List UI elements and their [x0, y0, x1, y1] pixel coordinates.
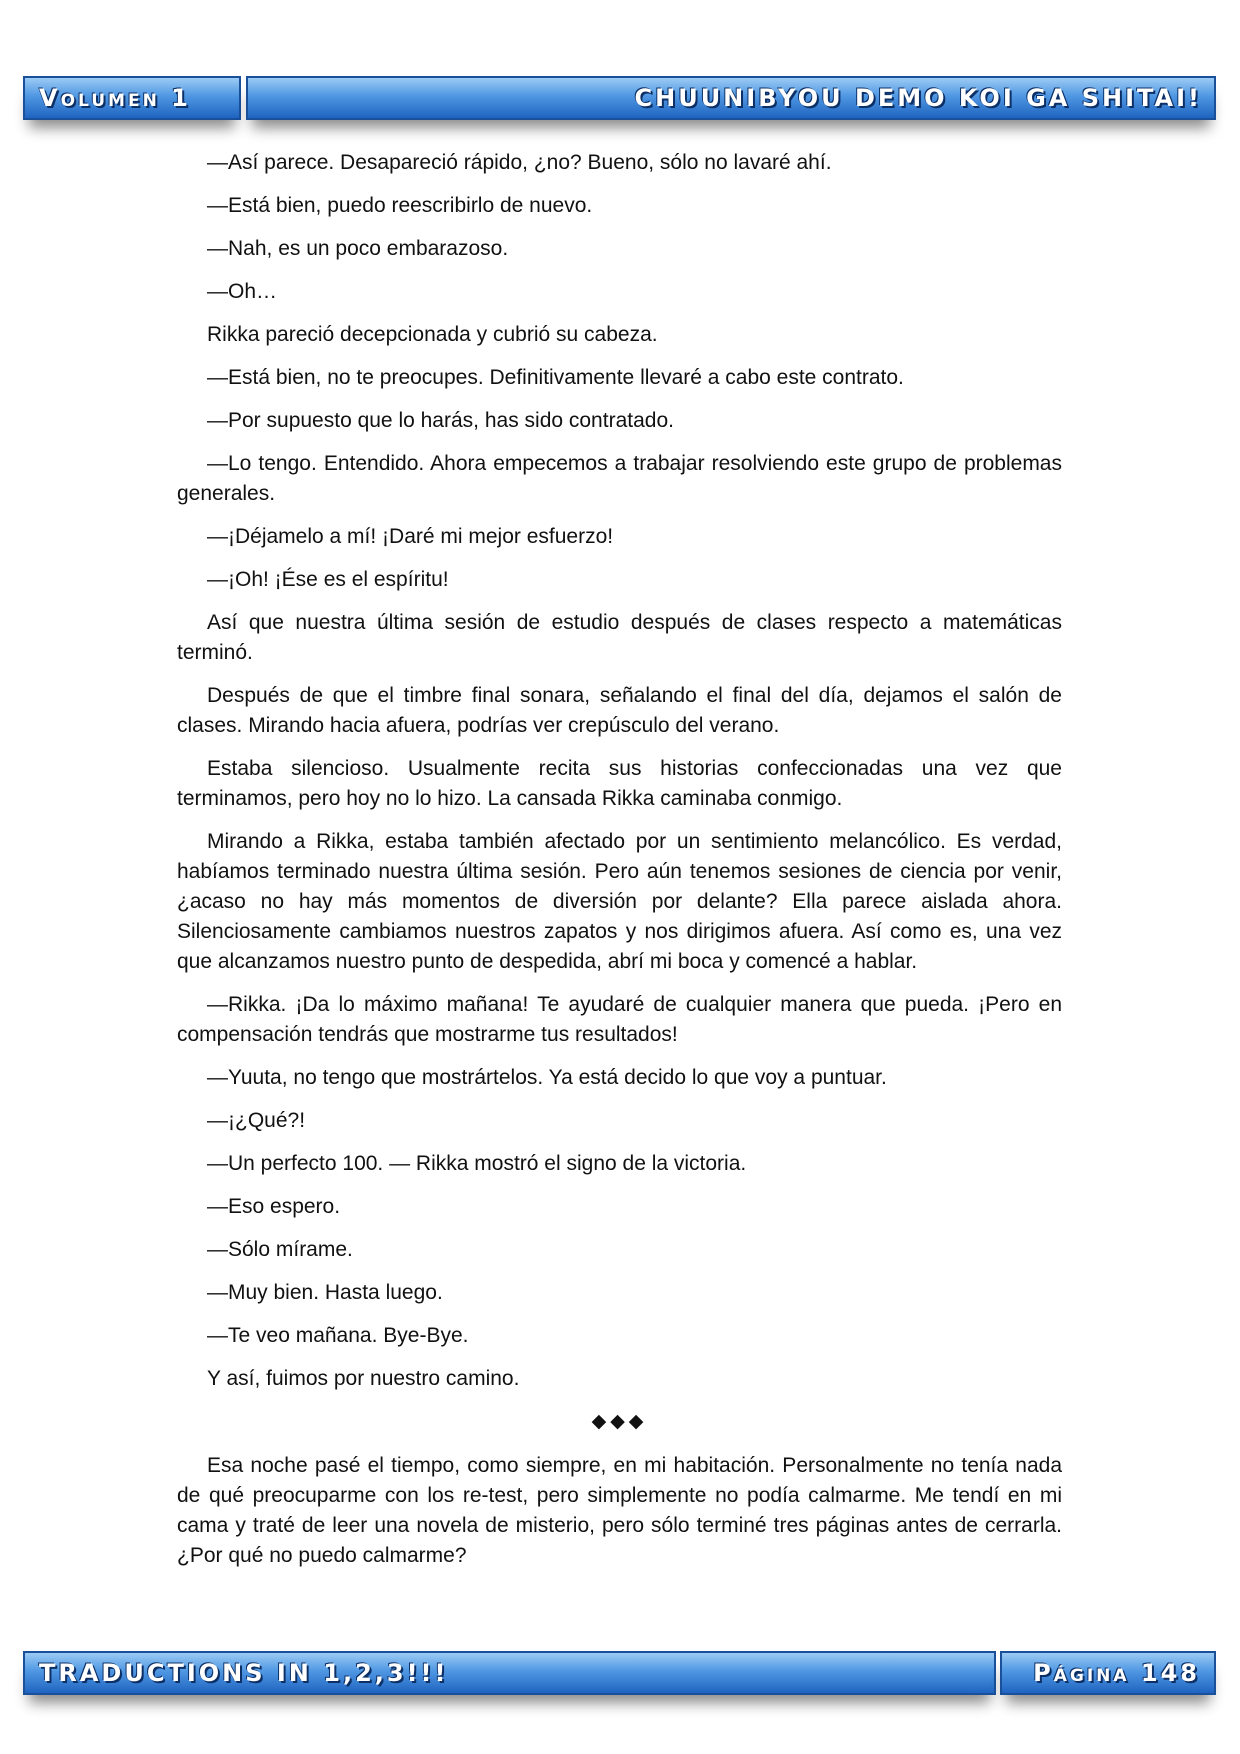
paragraph: —Yuuta, no tengo que mostrártelos. Ya está decido lo que voy a puntuar. [207, 1066, 887, 1089]
paragraph: Rikka pareció decepcionada y cubrió su cabeza. [207, 323, 658, 346]
paragraph: Estaba silencioso. Usualmente recita sus historias confeccionadas una vez que terminamos, pero hoy no lo hizo. La cansada Rikka caminaba conmigo. [177, 757, 1062, 810]
page-number: Página 148 [1033, 1659, 1200, 1687]
paragraphs-after-separator [177, 1451, 1062, 1571]
scene-separator: ◆◆◆ [591, 1411, 648, 1432]
paragraph: —Lo tengo. Entendido. Ahora empecemos a trabajar resolviendo este grupo de problemas generales. [177, 452, 1062, 505]
paragraph: Así que nuestra última sesión de estudio después de clases respecto a matemáticas terminó. [177, 611, 1062, 664]
paragraph: —¡¿Qué?! [207, 1109, 306, 1132]
paragraph: —Nah, es un poco embarazoso. [207, 237, 509, 260]
paragraph: —Rikka. ¡Da lo máximo mañana! Te ayudaré de cualquier manera que pueda. ¡Pero en compensación tendrás que mostrarme tus resultados! [177, 993, 1062, 1046]
paragraph: —Muy bien. Hasta luego. [207, 1281, 443, 1304]
volume-banner [23, 76, 241, 120]
paragraph: —¡Oh! ¡Ése es el espíritu! [207, 568, 449, 591]
paragraph: —Eso espero. [207, 1195, 341, 1218]
paragraph: —Está bien, puedo reescribirlo de nuevo. [207, 194, 593, 217]
credit-banner [23, 1651, 996, 1695]
paragraph: —Está bien, no te preocupes. Definitivamente llevaré a cabo este contrato. [207, 366, 904, 389]
paragraph: —Sólo mírame. [207, 1238, 353, 1261]
paragraph: Y así, fuimos por nuestro camino. [207, 1367, 520, 1390]
paragraph: Después de que el timbre final sonara, señalando el final del día, dejamos el salón de clases. Mirando hacia afuera, podrías ver crepúsculo del verano. [177, 684, 1062, 737]
volume-label: Volumen 1 [39, 84, 191, 112]
paragraph: —¡Déjamelo a mí! ¡Daré mi mejor esfuerzo! [207, 525, 614, 548]
credit-label: TRADUCTIONS IN 1,2,3!!! [39, 1659, 449, 1687]
page-body [177, 148, 1062, 1584]
paragraph: —Así parece. Desapareció rápido, ¿no? Bueno, sólo no lavaré ahí. [207, 151, 832, 174]
paragraph: —Oh… [207, 280, 278, 303]
paragraphs-before-separator [177, 148, 1062, 1394]
paragraph: Esa noche pasé el tiempo, como siempre, en mi habitación. Personalmente no tenía nada de qué preocuparme con los re-test, pero simplemente no podía calmarme. Me tendí en mi cama y traté de leer una novela de misterio, pero sólo terminé tres páginas antes de cerrarla. ¿Por qué no puedo calmarme? [177, 1454, 1062, 1567]
series-title: CHUUNIBYOU DEMO KOI GA SHITAI! [634, 84, 1202, 112]
page-number-banner [1000, 1651, 1216, 1695]
paragraph: Mirando a Rikka, estaba también afectado por un sentimiento melancólico. Es verdad, habíamos terminado nuestra última sesión. Pero aún tenemos sesiones de ciencia por venir, ¿acaso no hay más momentos de diversión por delante? Ella parece aislada ahora. Silenciosamente cambiamos nuestros zapatos y nos dirigimos afuera. Así como es, una vez que alcanzamos nuestro punto de despedida, abrí mi boca y comencé a hablar. [177, 830, 1062, 973]
paragraph: —Por supuesto que lo harás, has sido contratado. [207, 409, 674, 432]
series-title-banner [246, 76, 1216, 120]
paragraph: —Te veo mañana. Bye-Bye. [207, 1324, 469, 1347]
paragraph: —Un perfecto 100. — Rikka mostró el signo de la victoria. [207, 1152, 747, 1175]
